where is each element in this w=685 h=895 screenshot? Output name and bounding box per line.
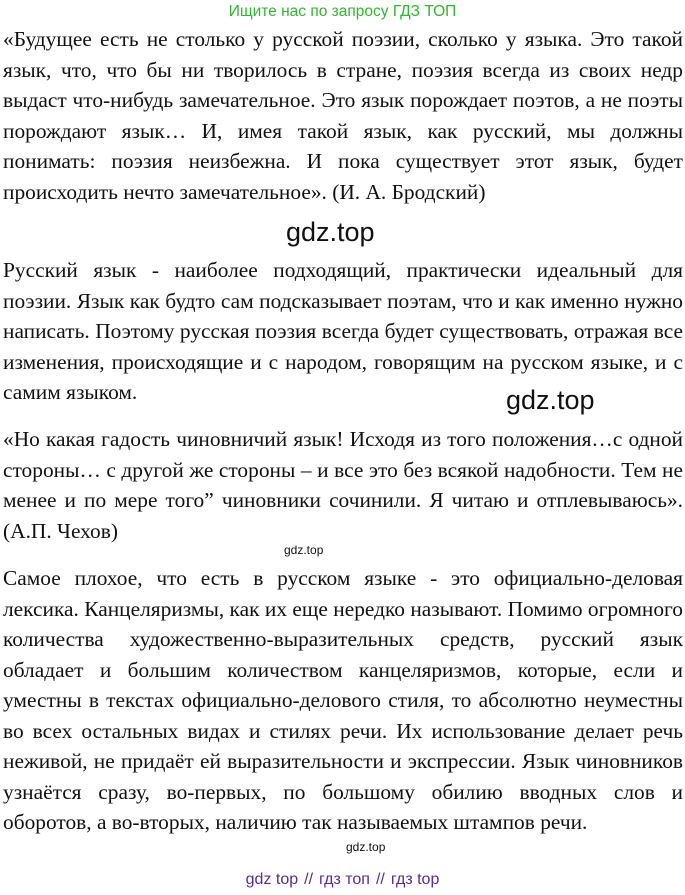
- footer-link-gdz-top[interactable]: gdz top: [245, 871, 299, 888]
- footer-link-gdz-top-ru[interactable]: гдз топ: [319, 871, 370, 888]
- footer-separator: //: [375, 871, 385, 888]
- watermark: gdz.top: [286, 217, 375, 247]
- watermark: gdz.top: [506, 385, 595, 415]
- watermark: gdz.top: [346, 840, 386, 854]
- paragraph-brodsky-quote: «Будущее есть не столько у русской поэзии, сколько у языка. Это такой язык, что, что бы ни творилось в стране, поэзия всегда из своих недр выдаст что-нибудь замечательное. Это язык порождает поэтов, а не поэты порождают язык… И, имея такой язык, как русский, мы должны понимать: поэзия неизбежна. И пока существует этот язык, будет происходить нечто замечательное». (И. А. Бродский): [3, 27, 683, 204]
- paragraph-bureaucratic-language: Самое плохое, что есть в русском языке - это официально-деловая лексика. Канцеляризмы, как их еще нередко называют. Помимо огромного количества художественно-выразительных средств, русский язык обладает и большим количеством канцеляризмов, которые, если и уместны в текстах официально-делового стиля, то абсолютно неуместны во всех остальных видах и стилях речи. Их использование делает речь неживой, не придаёт ей выразительности и экспрессии. Язык чиновников узнаётся сразу, во-первых, по большому обилию вводных слов и оборотов, а во-вторых, наличию так называемых штампов речи.: [3, 566, 683, 834]
- footer-separator: //: [304, 871, 314, 888]
- watermark: gdz.top: [284, 543, 324, 557]
- footer-links: [0, 870, 685, 890]
- paragraph-russian-poetry: Русский язык - наиболее подходящий, практически идеальный для поэзии. Язык как будто сам подсказывает поэтам, что и как именно нужно написать. Поэтому русская поэзия всегда будет существовать, отражая все изменения, происходящие и с народом, говорящим на русском языке, и с самим языком.: [3, 258, 683, 404]
- paragraph-chekhov-quote: «Но какая гадость чиновничий язык! Исходя из того положения…с одной стороны… с другой же стороны – и все это без всякой надобности. Тем не менее и по мере того” чиновники сочинили. Я читаю и отплевываюсь». (А.П. Чехов): [3, 427, 683, 543]
- top-banner: Ищите нас по запросу ГДЗ ТОП: [228, 3, 457, 20]
- footer-link-gdz-top-mixed[interactable]: гдз top: [390, 871, 440, 888]
